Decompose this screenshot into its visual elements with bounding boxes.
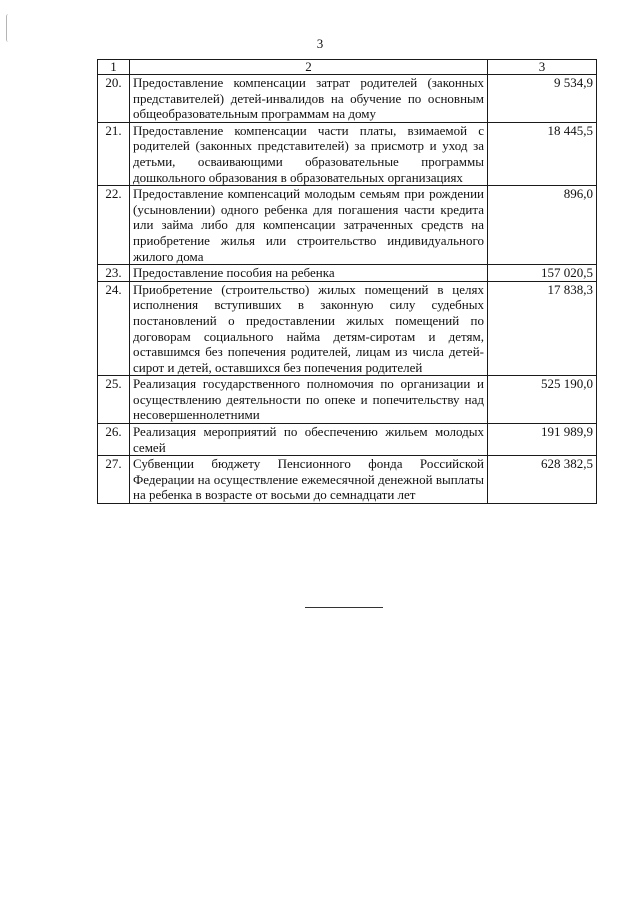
row-number: 20. xyxy=(98,75,130,123)
row-number: 21. xyxy=(98,122,130,185)
row-description: Приобретение (строительство) жилых помещений в целях исполнения вступивших в законную силу судебных постановлений о предоставлении жилых помещений по договорам социального найма детям-сиротам и детям, оставшимся без попечения родителей, лицам из числа детей-сирот и детей, оставшихся без попечения родителей xyxy=(130,281,488,376)
table-row xyxy=(98,281,597,376)
row-description: Предоставление компенсации затрат родителей (законных представителей) детей-инвалидов на обучение по основным общеобразовательным программам на дому xyxy=(130,75,488,123)
row-number: 23. xyxy=(98,265,130,282)
row-number: 24. xyxy=(98,281,130,376)
row-amount: 157 020,5 xyxy=(488,265,597,282)
table-header-row xyxy=(98,60,597,75)
row-number: 22. xyxy=(98,186,130,265)
table-row xyxy=(98,122,597,185)
row-amount: 17 838,3 xyxy=(488,281,597,376)
table-row xyxy=(98,265,597,282)
row-description: Предоставление компенсаций молодым семьям при рождении (усыновлении) одного ребенка для погашения части кредита или займа либо для компенсации затраченных средств на приобретение жилья или строительство индивидуального жилого дома xyxy=(130,186,488,265)
row-amount: 9 534,9 xyxy=(488,75,597,123)
budget-table xyxy=(97,59,597,504)
row-description: Реализация государственного полномочия по организации и осуществлению деятельности по опеке и попечительству над несовершеннолетними xyxy=(130,376,488,424)
column-header-amount: 3 xyxy=(488,60,597,75)
row-amount: 628 382,5 xyxy=(488,456,597,504)
table-row xyxy=(98,456,597,504)
row-number: 27. xyxy=(98,456,130,504)
row-description: Субвенции бюджету Пенсионного фонда Российской Федерации на осуществление ежемесячной денежной выплаты на ребенка в возрасте от восьми до семнадцати лет xyxy=(130,456,488,504)
row-number: 25. xyxy=(98,376,130,424)
row-amount: 525 190,0 xyxy=(488,376,597,424)
column-header-number: 1 xyxy=(98,60,130,75)
column-header-name: 2 xyxy=(130,60,488,75)
table-row xyxy=(98,424,597,456)
table-row xyxy=(98,75,597,123)
row-number: 26. xyxy=(98,424,130,456)
table-row xyxy=(98,186,597,265)
row-amount: 191 989,9 xyxy=(488,424,597,456)
row-description: Предоставление пособия на ребенка xyxy=(130,265,488,282)
table-row xyxy=(98,376,597,424)
row-description: Реализация мероприятий по обеспечению жильем молодых семей xyxy=(130,424,488,456)
row-description: Предоставление компенсации части платы, взимаемой с родителей (законных представителей) за присмотр и уход за детьми, осваивающими образовательные программы дошкольного образования в образовательных организациях xyxy=(130,122,488,185)
row-amount: 896,0 xyxy=(488,186,597,265)
page-number: 3 xyxy=(316,36,324,51)
end-divider-line xyxy=(305,607,383,608)
row-amount: 18 445,5 xyxy=(488,122,597,185)
